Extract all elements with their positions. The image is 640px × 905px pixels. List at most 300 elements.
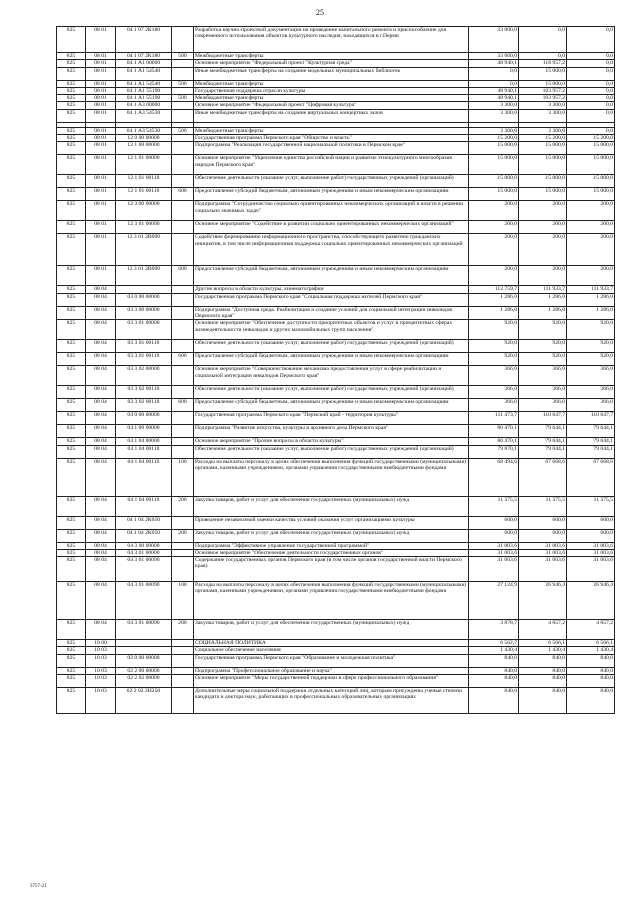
col-rz: 825	[57, 620, 86, 640]
col-sum-2: 26 946,4	[519, 582, 567, 620]
col-sum-2: 67 668,6	[519, 458, 567, 496]
col-sum-2: 840,0	[519, 688, 567, 714]
col-rz: 825	[57, 529, 86, 542]
col-sum-1: 366,0	[469, 366, 519, 386]
col-sum-3: 15 000,0	[567, 155, 615, 175]
col-rz: 825	[57, 234, 86, 266]
col-vr: 200	[172, 496, 194, 516]
col-rz: 825	[57, 458, 86, 496]
col-sum-3: 366,0	[567, 399, 615, 412]
col-sum-2: 31 003,6	[519, 549, 567, 556]
col-pr: 08 04	[86, 306, 116, 320]
col-sum-1: 79 870,1	[469, 445, 519, 458]
col-vr	[172, 293, 194, 306]
table-row	[57, 127, 615, 134]
col-sum-1: 80 470,1	[469, 438, 519, 445]
col-sum-1: 15 000,0	[469, 188, 519, 201]
col-csr: 04 3 01 00090	[116, 582, 172, 620]
col-sum-3: 79 044,1	[567, 445, 615, 458]
col-name: Обеспечение деятельности (оказание услуг, выполнение работ) государственных учреждений (организаций)	[194, 340, 469, 353]
col-sum-2: 0,0	[519, 53, 567, 60]
col-sum-1: 840,0	[469, 675, 519, 688]
col-name: Государственная поддержка отрасли культуры	[194, 87, 469, 94]
col-name: Межбюджетные трансферты	[194, 95, 469, 102]
col-pr: 08 04	[86, 286, 116, 293]
table-row	[57, 412, 615, 425]
col-rz: 825	[57, 135, 86, 142]
col-pr: 08 01	[86, 266, 116, 286]
col-pr: 08 01	[86, 87, 116, 94]
col-name: Иные межбюджетные трансферты на создание виртуальных концертных залов	[194, 109, 469, 122]
col-vr	[172, 340, 194, 353]
col-rz: 825	[57, 102, 86, 109]
col-csr: 02 2 00 00000	[116, 667, 172, 674]
col-rz: 825	[57, 654, 86, 667]
col-pr: 08 04	[86, 366, 116, 386]
col-csr: 04 3 01 00090	[116, 620, 172, 640]
col-sum-1: 920,0	[469, 340, 519, 353]
col-pr: 10 03	[86, 675, 116, 688]
col-rz: 825	[57, 688, 86, 714]
col-sum-1: 27 124,9	[469, 582, 519, 620]
col-csr: 03 3 02 00110	[116, 386, 172, 399]
table-row	[57, 654, 615, 667]
col-csr: 12 3 01 2В090	[116, 266, 172, 286]
col-name: Межбюджетные трансферты	[194, 127, 469, 134]
col-sum-3: 15 000,0	[567, 142, 615, 155]
col-csr: 04 1 04 2К050	[116, 529, 172, 542]
col-name: Государственная программа Пермского края "Социальная поддержка жителей Пермского края"	[194, 293, 469, 306]
col-name: Основное мероприятие "Федеральный проект "Цифровая культура"	[194, 102, 469, 109]
col-rz: 825	[57, 109, 86, 122]
col-sum-3: 920,0	[567, 353, 615, 366]
col-name: Основное мероприятие "Меры государственной поддержки в сфере профессионального образования"	[194, 675, 469, 688]
col-sum-3: 200,0	[567, 201, 615, 221]
col-vr	[172, 647, 194, 654]
table-row	[57, 557, 615, 582]
col-rz: 825	[57, 445, 86, 458]
col-vr	[172, 67, 194, 80]
col-vr: 500	[172, 53, 194, 60]
col-pr: 08 01	[86, 67, 116, 80]
col-sum-3: 67 668,6	[567, 458, 615, 496]
document-code: 3757-21	[30, 884, 47, 889]
col-sum-2: 6 566,1	[519, 640, 567, 647]
col-rz: 825	[57, 27, 86, 53]
table-row	[57, 266, 615, 286]
col-sum-2: 366,0	[519, 399, 567, 412]
col-sum-3: 200,0	[567, 234, 615, 266]
col-rz: 825	[57, 412, 86, 425]
col-csr: 12 3 01 2В090	[116, 234, 172, 266]
col-vr	[172, 155, 194, 175]
col-name: Подпрограмма "Реализация государственной национальной политики в Пермском крае"	[194, 142, 469, 155]
table-row	[57, 135, 615, 142]
col-pr: 10 03	[86, 667, 116, 674]
col-sum-3: 31 003,6	[567, 557, 615, 582]
budget-table	[56, 26, 615, 714]
col-sum-2: 103 957,2	[519, 95, 567, 102]
col-pr: 08 04	[86, 582, 116, 620]
col-sum-1: 200,0	[469, 221, 519, 234]
col-sum-3: 26 946,4	[567, 582, 615, 620]
col-pr: 10 00	[86, 640, 116, 647]
col-pr: 08 01	[86, 53, 116, 60]
col-name: Проведение независимой оценки качества условий оказания услуг организациями культуры	[194, 516, 469, 529]
col-name: Закупка товаров, работ и услуг для обеспечения государственных (муниципальных) нужд	[194, 620, 469, 640]
col-sum-2: 31 003,6	[519, 557, 567, 582]
col-vr	[172, 516, 194, 529]
col-sum-1: 1 286,0	[469, 306, 519, 320]
col-csr: 04 0 00 00000	[116, 412, 172, 425]
col-rz: 825	[57, 175, 86, 188]
col-sum-1: 200,0	[469, 234, 519, 266]
col-name: Межбюджетные трансферты	[194, 53, 469, 60]
col-sum-1: 48 940,1	[469, 95, 519, 102]
col-sum-1: 0,0	[469, 80, 519, 87]
col-csr: 03 3 02 00110	[116, 399, 172, 412]
col-name: Основное мероприятие "Обеспечение деятельности государственных органов"	[194, 549, 469, 556]
col-sum-3: 6 566,1	[567, 640, 615, 647]
col-sum-2: 3 300,0	[519, 127, 567, 134]
col-name: Основное мероприятие "Федеральный проект "Культурная среда"	[194, 60, 469, 67]
col-csr: 04 1 А3 00000	[116, 102, 172, 109]
col-pr: 10 03	[86, 654, 116, 667]
col-vr	[172, 425, 194, 438]
col-sum-3: 600,0	[567, 516, 615, 529]
col-vr	[172, 542, 194, 549]
col-sum-2: 1 430,4	[519, 647, 567, 654]
col-vr	[172, 175, 194, 188]
col-pr: 08 04	[86, 353, 116, 366]
col-sum-3: 0,0	[567, 67, 615, 80]
col-sum-1: 15 000,0	[469, 142, 519, 155]
col-sum-1: 15 000,0	[469, 155, 519, 175]
col-name: Разработка научно-проектной документации на проведение капитального ремонта и приспособление для современного использования объектов культурного наследия, находящихся в г.Перми	[194, 27, 469, 53]
table-row	[57, 60, 615, 67]
col-csr: 04 1 04 00000	[116, 438, 172, 445]
col-pr: 08 04	[86, 529, 116, 542]
col-vr	[172, 366, 194, 386]
col-sum-2: 103 957,2	[519, 87, 567, 94]
table-row	[57, 87, 615, 94]
col-vr	[172, 109, 194, 122]
table-row	[57, 340, 615, 353]
col-name: Основное мероприятие "Прочие вопросы в области культуры"	[194, 438, 469, 445]
col-sum-1: 366,0	[469, 386, 519, 399]
col-sum-2: 600,0	[519, 529, 567, 542]
col-name: Государственная программа Пермского края "Образование и молодежная политика"	[194, 654, 469, 667]
col-sum-3: 1 286,0	[567, 306, 615, 320]
col-csr: 04 1 А1 55190	[116, 95, 172, 102]
col-csr: 04 1 А1 54540	[116, 67, 172, 80]
col-pr: 08 04	[86, 542, 116, 549]
col-sum-2: 366,0	[519, 366, 567, 386]
col-sum-1: 11 375,5	[469, 496, 519, 516]
table-row	[57, 188, 615, 201]
col-csr: 04 1 04 00110	[116, 458, 172, 496]
col-csr: 12 1 01 00000	[116, 155, 172, 175]
col-pr: 08 01	[86, 234, 116, 266]
col-name: Другие вопросы в области культуры, кинематографии	[194, 286, 469, 293]
col-name: Расходы на выплаты персоналу в целях обеспечения выполнения функций государственными (муниципальными) органами, казенными учреждениями, органами управления государственными внебюджетными фондами	[194, 458, 469, 496]
col-csr	[116, 647, 172, 654]
col-pr: 08 01	[86, 109, 116, 122]
col-csr: 12 3 01 00000	[116, 221, 172, 234]
col-vr	[172, 102, 194, 109]
col-sum-2: 4 057,2	[519, 620, 567, 640]
col-rz: 825	[57, 127, 86, 134]
col-rz: 825	[57, 53, 86, 60]
col-rz: 825	[57, 201, 86, 221]
col-sum-1: 200,0	[469, 266, 519, 286]
col-sum-2: 15 200,0	[519, 135, 567, 142]
col-vr	[172, 27, 194, 53]
table-row	[57, 425, 615, 438]
col-rz: 825	[57, 87, 86, 94]
table-row	[57, 549, 615, 556]
col-rz: 825	[57, 320, 86, 340]
col-rz: 825	[57, 80, 86, 87]
col-name: Основное мероприятие "Совершенствование механизма предоставления услуг в сфере реабилитации и социальной интеграции инвалидов Пермского края"	[194, 366, 469, 386]
col-csr: 12 3 00 00000	[116, 201, 172, 221]
col-rz: 825	[57, 582, 86, 620]
col-csr: 12 0 00 00000	[116, 135, 172, 142]
col-pr: 08 04	[86, 438, 116, 445]
col-name: Подпрограмма "Сотрудничество социально ориентированных некоммерческих организаций и власти в решении социально значимых задач"	[194, 201, 469, 221]
table-row	[57, 293, 615, 306]
col-vr	[172, 412, 194, 425]
col-name: Основное мероприятие "Содействие в развитии социально ориентированных некоммерческих организаций"	[194, 221, 469, 234]
col-vr	[172, 306, 194, 320]
col-csr: 04 1 А1 54540	[116, 80, 172, 87]
col-pr: 08 01	[86, 175, 116, 188]
col-vr: 500	[172, 80, 194, 87]
col-vr: 500	[172, 95, 194, 102]
col-csr: 03 3 01 00000	[116, 320, 172, 340]
col-sum-1: 600,0	[469, 529, 519, 542]
col-sum-3: 840,0	[567, 667, 615, 674]
col-sum-2: 15 000,0	[519, 188, 567, 201]
col-pr: 08 04	[86, 412, 116, 425]
col-vr	[172, 386, 194, 399]
col-name: Обеспечение деятельности (оказание услуг, выполнение работ) государственных учреждений (организаций)	[194, 175, 469, 188]
col-vr: 100	[172, 458, 194, 496]
col-sum-2: 920,0	[519, 353, 567, 366]
col-vr	[172, 640, 194, 647]
col-sum-2: 31 003,6	[519, 542, 567, 549]
col-pr: 08 04	[86, 620, 116, 640]
col-vr	[172, 234, 194, 266]
col-rz: 825	[57, 221, 86, 234]
col-pr: 08 04	[86, 340, 116, 353]
col-csr: 04 1 А1 00000	[116, 60, 172, 67]
col-sum-3: 4 057,2	[567, 620, 615, 640]
col-sum-1: 68 494,6	[469, 458, 519, 496]
col-sum-2: 200,0	[519, 221, 567, 234]
col-csr: 04 1 07 2К180	[116, 27, 172, 53]
col-name: Подпрограмма "Профессиональное образование и наука"	[194, 667, 469, 674]
table-row	[57, 221, 615, 234]
table-row	[57, 80, 615, 87]
col-csr: 12 1 01 00110	[116, 175, 172, 188]
col-sum-1: 920,0	[469, 320, 519, 340]
col-sum-3: 0,0	[567, 95, 615, 102]
table-row	[57, 582, 615, 620]
table-row	[57, 647, 615, 654]
col-sum-3: 79 644,1	[567, 425, 615, 438]
col-vr	[172, 221, 194, 234]
col-pr: 08 04	[86, 458, 116, 496]
col-pr: 08 04	[86, 425, 116, 438]
col-sum-2: 920,0	[519, 320, 567, 340]
col-pr: 08 01	[86, 102, 116, 109]
col-sum-1: 3 300,0	[469, 127, 519, 134]
col-sum-2: 366,0	[519, 386, 567, 399]
col-vr	[172, 654, 194, 667]
col-sum-1: 366,0	[469, 399, 519, 412]
col-sum-1: 1 286,0	[469, 293, 519, 306]
col-pr: 08 01	[86, 27, 116, 53]
col-sum-1: 3 300,0	[469, 102, 519, 109]
col-rz: 825	[57, 516, 86, 529]
col-csr: 03 3 02 00000	[116, 366, 172, 386]
col-csr: 04 3 00 00000	[116, 542, 172, 549]
col-sum-1: 31 003,6	[469, 542, 519, 549]
col-sum-2: 600,0	[519, 516, 567, 529]
col-sum-3: 111 933,7	[567, 286, 615, 293]
col-name: Подпрограмма "Доступная среда. Реабилитация и создание условий для социальной интеграции инвалидов Пермского края"	[194, 306, 469, 320]
page-number: 25	[316, 8, 324, 17]
col-sum-3: 15 200,0	[567, 135, 615, 142]
col-rz: 825	[57, 293, 86, 306]
col-sum-3: 15 000,0	[567, 175, 615, 188]
col-rz: 825	[57, 438, 86, 445]
col-sum-3: 0,0	[567, 60, 615, 67]
col-name: Закупка товаров, работ и услуг для обеспечения государственных (муниципальных) нужд	[194, 496, 469, 516]
col-rz: 825	[57, 667, 86, 674]
col-pr: 08 04	[86, 320, 116, 340]
col-pr: 08 01	[86, 60, 116, 67]
table-row	[57, 529, 615, 542]
col-sum-1: 840,0	[469, 654, 519, 667]
col-sum-1: 1 430,4	[469, 647, 519, 654]
col-rz: 825	[57, 306, 86, 320]
col-sum-1: 840,0	[469, 688, 519, 714]
col-pr: 08 01	[86, 127, 116, 134]
col-sum-1: 80 470,1	[469, 425, 519, 438]
table-row	[57, 667, 615, 674]
col-sum-1: 15 200,0	[469, 135, 519, 142]
col-pr: 08 04	[86, 399, 116, 412]
col-sum-3: 79 644,1	[567, 438, 615, 445]
col-csr: 12 1 00 00000	[116, 142, 172, 155]
col-rz: 825	[57, 640, 86, 647]
col-sum-1: 840,0	[469, 667, 519, 674]
col-sum-2: 15 000,0	[519, 67, 567, 80]
col-sum-1: 0,0	[469, 67, 519, 80]
col-sum-2: 1 286,0	[519, 306, 567, 320]
col-sum-1: 33 000,0	[469, 27, 519, 53]
col-name: Межбюджетные трансферты	[194, 80, 469, 87]
col-vr	[172, 135, 194, 142]
table-row	[57, 688, 615, 714]
col-csr: 04 1 А3 54530	[116, 127, 172, 134]
table-row	[57, 102, 615, 109]
col-pr: 08 01	[86, 142, 116, 155]
col-rz: 825	[57, 188, 86, 201]
col-csr: 04 3 01 00000	[116, 549, 172, 556]
col-vr	[172, 87, 194, 94]
table-row	[57, 445, 615, 458]
col-sum-2: 0,0	[519, 27, 567, 53]
col-pr: 08 01	[86, 221, 116, 234]
table-row	[57, 386, 615, 399]
col-name: Дополнительные меры социальной поддержки отдельных категорий лиц, которым присуждены ученые степени кандидата и доктора наук, работающих в профессиональных образовательных организациях	[194, 688, 469, 714]
col-rz: 825	[57, 60, 86, 67]
col-rz: 825	[57, 557, 86, 582]
col-pr: 08 04	[86, 549, 116, 556]
col-sum-2: 3 300,0	[519, 102, 567, 109]
col-name: Подпрограмма "Эффективное управление государственной программой"	[194, 542, 469, 549]
col-csr: 03 0 00 00000	[116, 293, 172, 306]
col-csr: 02 2 02 2Н250	[116, 688, 172, 714]
col-sum-1: 33 000,0	[469, 53, 519, 60]
col-sum-2: 111 933,7	[519, 286, 567, 293]
col-sum-2: 15 000,0	[519, 175, 567, 188]
col-sum-3: 600,0	[567, 529, 615, 542]
col-vr	[172, 549, 194, 556]
col-sum-1: 48 940,1	[469, 60, 519, 67]
col-sum-2: 15 000,0	[519, 142, 567, 155]
table-row	[57, 53, 615, 60]
col-vr	[172, 688, 194, 714]
col-csr: 04 1 А3 54530	[116, 109, 172, 122]
col-rz: 825	[57, 549, 86, 556]
col-sum-3: 0,0	[567, 127, 615, 134]
table-row	[57, 320, 615, 340]
table-row	[57, 458, 615, 496]
col-pr: 08 01	[86, 201, 116, 221]
col-sum-3: 840,0	[567, 675, 615, 688]
col-rz: 825	[57, 353, 86, 366]
col-sum-2: 79 644,1	[519, 425, 567, 438]
col-sum-3: 11 375,5	[567, 496, 615, 516]
col-csr: 12 1 01 00110	[116, 188, 172, 201]
col-csr	[116, 640, 172, 647]
col-rz: 825	[57, 675, 86, 688]
col-rz: 825	[57, 366, 86, 386]
col-vr	[172, 201, 194, 221]
col-sum-1: 600,0	[469, 516, 519, 529]
col-sum-3: 1 430,4	[567, 647, 615, 654]
col-name: Обеспечение деятельности (оказание услуг, выполнение работ) государственных учреждений (организаций)	[194, 445, 469, 458]
col-sum-2: 920,0	[519, 340, 567, 353]
col-sum-3: 0,0	[567, 80, 615, 87]
col-csr: 04 1 04 2К050	[116, 516, 172, 529]
col-sum-1: 111 473,7	[469, 412, 519, 425]
col-name: Предоставление субсидий бюджетным, автономным учреждениям и иным некоммерческим организациям	[194, 399, 469, 412]
col-sum-1: 3 878,7	[469, 620, 519, 640]
table-row	[57, 399, 615, 412]
col-vr	[172, 320, 194, 340]
col-sum-2: 200,0	[519, 234, 567, 266]
col-pr: 08 01	[86, 80, 116, 87]
col-sum-2: 1 286,0	[519, 293, 567, 306]
col-pr: 08 04	[86, 557, 116, 582]
col-sum-2: 79 644,1	[519, 438, 567, 445]
col-rz: 825	[57, 286, 86, 293]
